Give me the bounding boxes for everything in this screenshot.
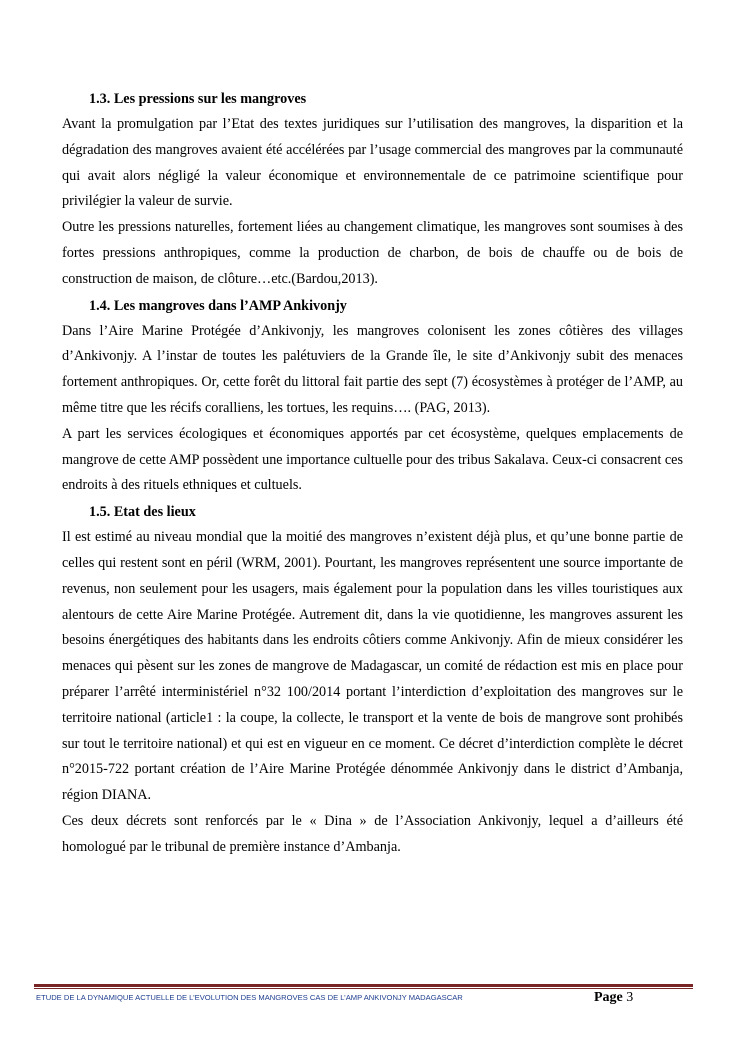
- footer-divider-thin: [34, 988, 693, 989]
- page-number-value: 3: [626, 990, 634, 1005]
- section-heading-1-4: 1.4. Les mangroves dans l’AMP Ankivonjy: [89, 297, 347, 314]
- document-body: [62, 86, 683, 861]
- paragraph: Outre les pressions naturelles, fortement liées au changement climatique, les mangroves sont soumises à des fortes pressions anthropiques, comme la production de charbon, de bois de chauffe ou de bois de construction de maison, de clôture…etc.(Bardou,2013).: [62, 219, 683, 287]
- footer-title: ETUDE DE LA DYNAMIQUE ACTUELLE DE L’EVOLUTION DES MANGROVES CAS DE L’AMP ANKIVONJY MADAGASCAR: [36, 993, 463, 1002]
- paragraph: Dans l’Aire Marine Protégée d’Ankivonjy, les mangroves colonisent les zones côtières des villages d’Ankivonjy. A l’instar de toutes les palétuviers de la Grande île, le site d’Ankivonjy subit des menaces fortement anthropiques. Or, cette forêt du littoral fait partie des sept (7) écosystèmes à protéger de l’AMP, au même titre que les récifs coralliens, les tortues, les requins…. (PAG, 2013).: [62, 322, 683, 416]
- paragraph: Ces deux décrets sont renforcés par le « Dina » de l’Association Ankivonjy, lequel a d’ailleurs été homologué par le tribunal de première instance d’Ambanja.: [62, 812, 683, 855]
- page-label: Page: [594, 990, 623, 1005]
- paragraph: A part les services écologiques et économiques apportés par cet écosystème, quelques emplacements de mangrove de cette AMP possèdent une importance cultuelle pour des tribus Sakalava. Ceux-ci consacrent ces endroits à des rituels ethniques et cultuels.: [62, 425, 683, 494]
- section-heading-1-3: 1.3. Les pressions sur les mangroves: [89, 91, 307, 107]
- page-number: [594, 990, 633, 1006]
- paragraph: Il est estimé au niveau mondial que la moitié des mangroves n’existent déjà plus, et qu’une bonne partie de celles qui restent sont en péril (WRM, 2001). Pourtant, les mangroves représentent une source importante de revenus, non seulement pour les usagers, mais également pour la population dans les villes touristiques aux alentours de cette Aire Marine Protégée. Autrement dit, dans la vie quotidienne, les mangroves assurent les besoins énergétiques des habitants dans les endroits côtiers comme Ankivonjy. Afin de mieux considérer les menaces qui pèsent sur les zones de mangrove de Madagascar, un comité de rédaction est mis en place pour préparer l’arrêté interministériel n°32 100/2014 portant l’interdiction d’exploitation des mangroves sur le territoire national (article1 : la coupe, la collecte, le transport et la vente de bois de mangrove sont prohibés sur tout le territoire national) et qui est en vigueur en ce moment. Ce décret d’interdiction complète le décret n°2015-722 portant création de l’Aire Marine Protégée dénommée Ankivonjy dans le district d’Ambanja, région DIANA.: [62, 529, 683, 804]
- paragraph: Avant la promulgation par l’Etat des textes juridiques sur l’utilisation des mangroves, la disparition et la dégradation des mangroves avaient été accélérées par l’usage commercial des mangroves par la communauté qui avait alors négligé la valeur économique et environnementale de ce patrimoine scientifique pour privilégier la valeur de survie.: [62, 116, 683, 210]
- footer-divider: [34, 984, 693, 987]
- section-heading-1-5: 1.5. Etat des lieux: [89, 504, 196, 521]
